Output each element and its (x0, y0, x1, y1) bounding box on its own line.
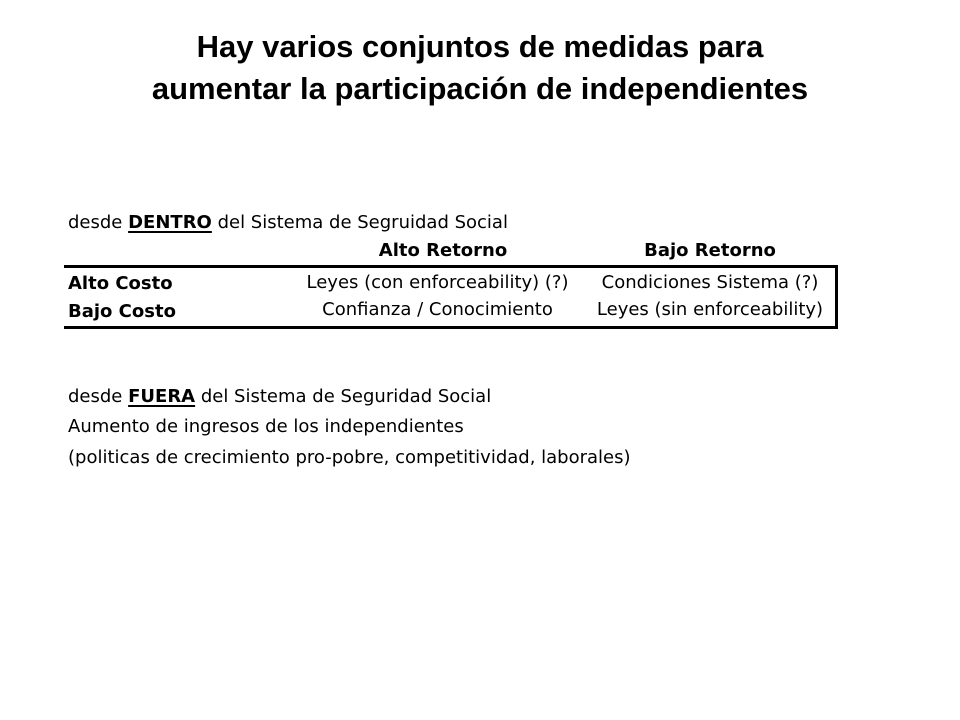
fuera-heading-suffix: del Sistema de Seguridad Social (195, 386, 492, 407)
col-header-bajo-retorno: Bajo Retorno (644, 240, 776, 261)
slide-title-line-2: aumentar la participación de independientes (151, 71, 809, 106)
slide-title (0, 26, 960, 110)
fuera-keyword: FUERA (128, 386, 196, 407)
table-bottom-rule (64, 326, 838, 329)
cell-bajo-costo-bajo-retorno: Leyes (sin enforceability) (596, 299, 824, 320)
cell-alto-costo-alto-retorno: Leyes (con enforceability) (?) (306, 272, 569, 293)
col-header-alto-retorno: Alto Retorno (378, 240, 508, 261)
fuera-heading (68, 387, 491, 407)
table-top-rule (64, 265, 838, 268)
cell-alto-costo-bajo-retorno: Condiciones Sistema (?) (601, 272, 819, 293)
fuera-line-2: (politicas de crecimiento pro-pobre, competitividad, laborales) (68, 447, 631, 468)
cell-bajo-costo-alto-retorno: Confianza / Conocimiento (322, 299, 553, 320)
slide-title-line-1: Hay varios conjuntos de medidas para (196, 29, 764, 64)
dentro-heading (68, 213, 508, 233)
dentro-keyword: DENTRO (128, 212, 212, 233)
fuera-heading-prefix: desde (68, 386, 129, 407)
row-label-alto-costo: Alto Costo (68, 273, 173, 294)
fuera-line-1: Aumento de ingresos de los independientes (68, 416, 464, 437)
dentro-heading-prefix: desde (68, 212, 129, 233)
table-right-rule (835, 265, 838, 329)
dentro-heading-suffix: del Sistema de Segruidad Social (211, 212, 508, 233)
row-label-bajo-costo: Bajo Costo (68, 301, 176, 322)
